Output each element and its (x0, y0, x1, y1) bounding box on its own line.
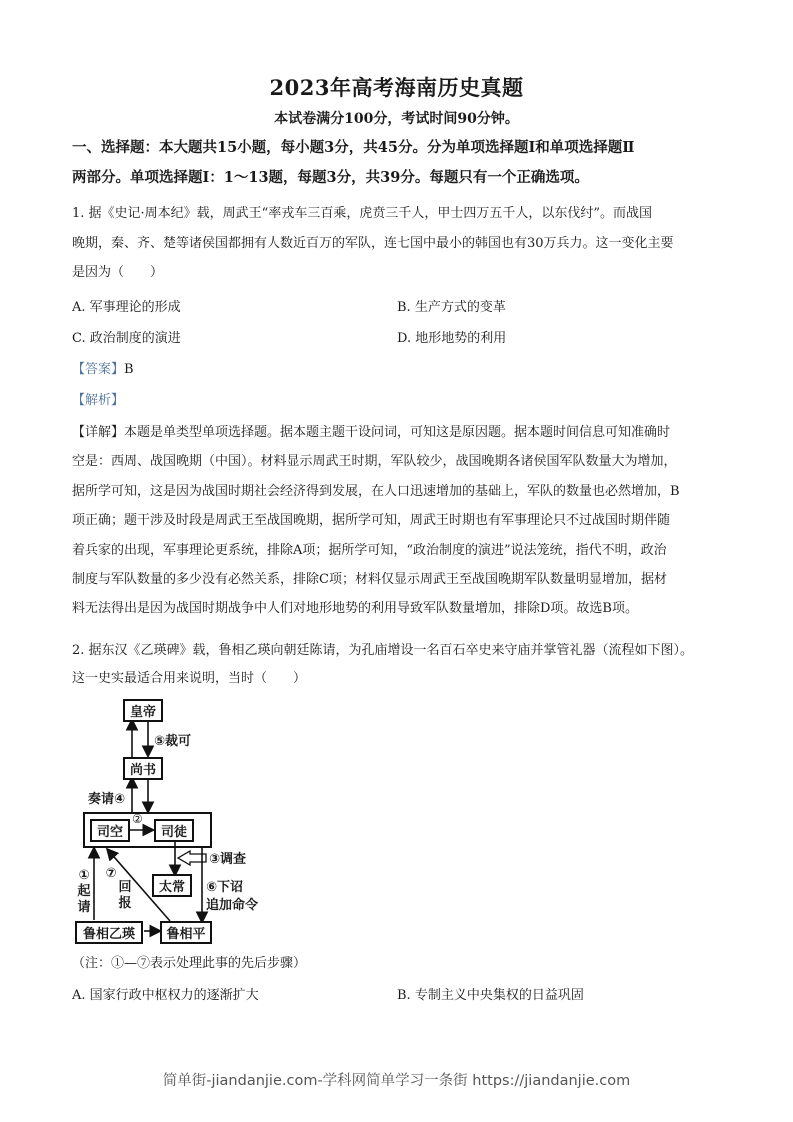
step-3-label: ③调查 (209, 852, 247, 867)
question-1-option-d: D. 地形地势的利用 (397, 331, 507, 346)
step-7-label: ⑦ (105, 866, 117, 881)
detail-label: 【详解】 (72, 425, 125, 440)
section-heading-line-1: 一、选择题：本大题共15小题，每小题3分，共45分。分为单项选择题Ⅰ和单项选择题Ⅱ (72, 139, 635, 156)
box-luxiangping: 鲁相平 (160, 921, 212, 944)
question-2-option-a: A. 国家行政中枢权力的逐渐扩大 (72, 988, 259, 1003)
detail-line: 【详解】本题是单类型单项选择题。据本题主题干设问词，可知这是原因题。据本题时间信息可知准确时 (72, 425, 671, 440)
question-1-stem-line: 晚期，秦、齐、楚等诸侯国都拥有人数近百万的军队，连七国中最小的韩国也有30万兵力。这一变化主要 (72, 236, 674, 251)
question-1-stem-line: 1. 据《史记·周本纪》载，周武王“率戎车三百乘，虎贲三千人，甲士四万五千人，以东伐纣”。而战国 (72, 206, 652, 221)
detail-line: 制度与军队数量的多少没有必然关系，排除C项；材料仅显示周武王至战国晚期军队数量明显增加，据材 (72, 572, 667, 587)
box-sikong: 司空 (90, 819, 130, 842)
step-4-label: 奏请④ (88, 792, 126, 807)
step-5-label: ⑤裁可 (154, 734, 192, 749)
exam-info: 本试卷满分100分，考试时间90分钟。 (274, 111, 519, 127)
question-2-option-b: B. 专制主义中央集权的日益巩固 (397, 988, 584, 1003)
box-shangshu: 尚书 (123, 757, 163, 780)
question-1-option-a: A. 军事理论的形成 (72, 300, 181, 315)
answer-value: B (124, 362, 134, 377)
box-emperor: 皇帝 (123, 699, 163, 722)
box-taichang: 太常 (152, 874, 192, 897)
page-title: 2023年高考海南历史真题 (269, 75, 524, 100)
analysis-label: 【解析】 (72, 393, 125, 408)
step-7-text: 回 报 (118, 880, 132, 911)
detail-line: 据所学可知，这是因为战国时期社会经济得到发展，在人口迅速增加的基础上，军队的数量也必然增加，B (72, 484, 680, 499)
question-2-stem-line: 这一史实最适合用来说明，当时（ ） (72, 671, 307, 686)
detail-line: 着兵家的出现，军事理论更系统，排除A项；据所学可知，“政治制度的演进”说法笼统，指代不明，政治 (72, 543, 667, 558)
box-yiying: 鲁相乙瑛 (75, 921, 143, 944)
detail-line: 料无法得出是因为战国时期战争中人们对地形地势的利用导致军队数量增加，排除D项。故选B项。 (72, 601, 638, 616)
question-1-option-c: C. 政治制度的演进 (72, 331, 181, 346)
answer-row (72, 358, 134, 377)
detail-line: 项正确；题干涉及时段是周武王至战国晚期，据所学可知，周武王时期也有军事理论只不过战国时期伴随 (72, 513, 671, 528)
question-2-stem-line: 2. 据东汉《乙瑛碑》载，鲁相乙瑛向朝廷陈请，为孔庙增设一名百石卒史来守庙并掌管礼器（流程如下图）。 (72, 643, 694, 658)
answer-label: 【答案】 (72, 362, 125, 377)
question-1-option-b: B. 生产方式的变革 (397, 300, 506, 315)
process-flow-diagram (72, 696, 272, 946)
question-1-stem-line: 是因为（ ） (72, 265, 164, 280)
diagram-note: （注：①—⑦表示处理此事的先后步骤） (72, 956, 307, 971)
detail-line: 空是：西周、战国晚期（中国）。材料显示周武王时期，军队较少，战国晚期各诸侯国军队数量大为增加， (72, 454, 677, 469)
section-heading-line-2: 两部分。单项选择题Ⅰ：1～13题，每题3分，共39分。每题只有一个正确选项。 (72, 169, 589, 186)
step-2-label: ② (132, 812, 143, 826)
step-6-label: ⑥下诏 (206, 880, 244, 895)
box-situ: 司徒 (154, 819, 194, 842)
step-1-label: ① 起 请 (77, 868, 91, 915)
step-6-sublabel: 追加命令 (206, 898, 259, 913)
footer-watermark: 简单街-jiandanjie.com-学科网简单学习一条街 https://jiandanjie.com (162, 1073, 631, 1089)
